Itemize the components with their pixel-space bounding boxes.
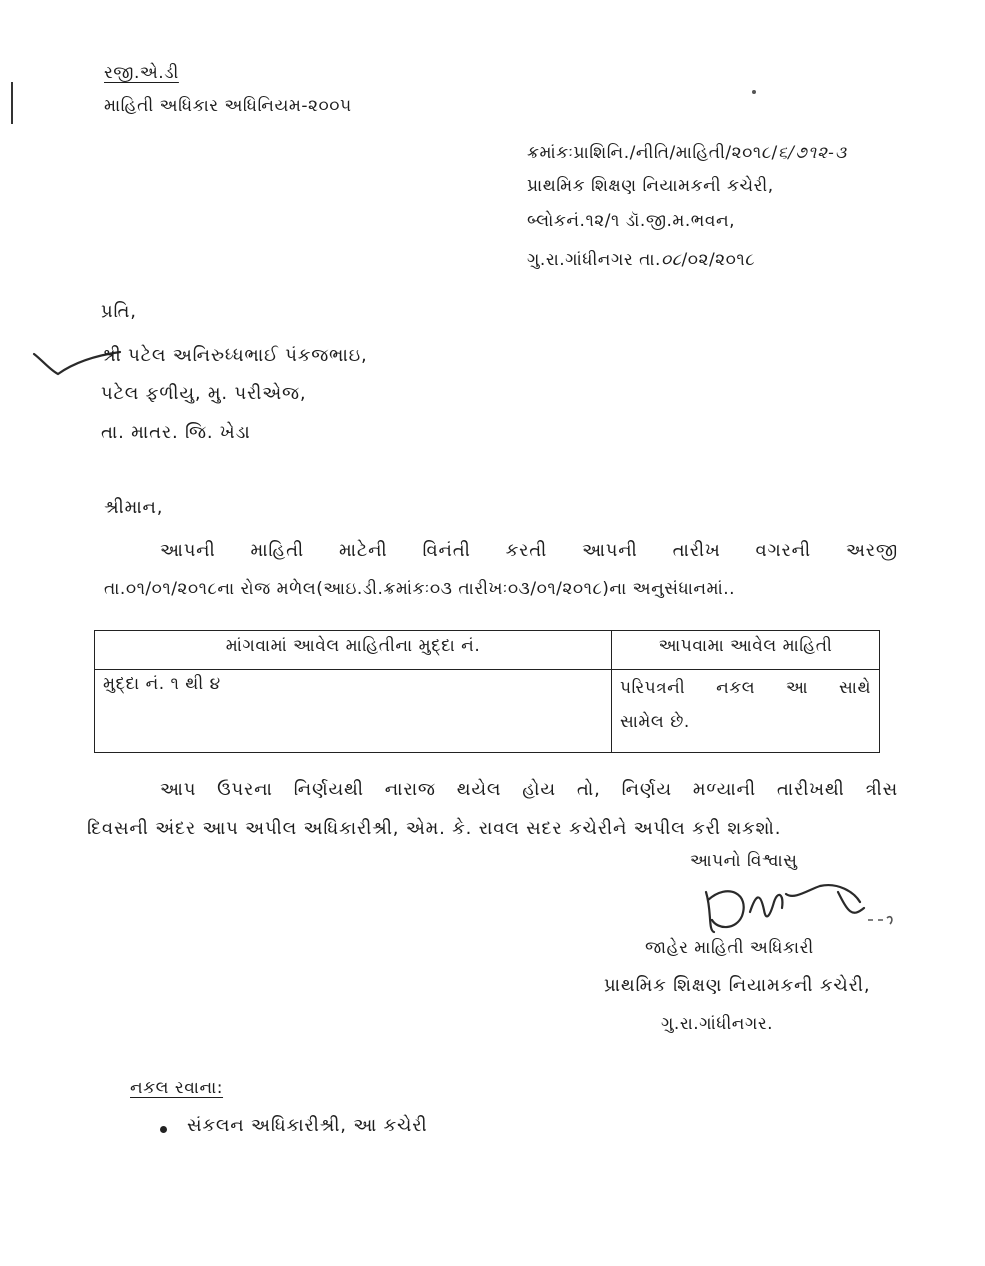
information-table bbox=[94, 630, 880, 753]
cell-info-line1: પરિપત્રની નકલ આ સાથે bbox=[620, 678, 871, 698]
cell-points: મુદ્દા નં. ૧ થી ૪ bbox=[95, 670, 612, 753]
letter-date bbox=[527, 250, 755, 270]
sender-block: બ્લોકનં.૧૨/૧ ડૉ.જી.મ.ભવન, bbox=[527, 211, 736, 231]
rti-act-label: માહિતી અધિકાર અધિનિયમ-૨૦૦૫ bbox=[104, 96, 352, 116]
copy-to-heading: નકલ રવાના: bbox=[130, 1078, 224, 1098]
margin-mark bbox=[11, 82, 13, 124]
cell-info-line2: સામેલ છે. bbox=[620, 712, 690, 732]
closing-yours-faithfully: આપનો વિશ્વાસુ bbox=[690, 851, 798, 871]
sender-office: પ્રાથમિક શિક્ષણ નિયામકની કચેરી, bbox=[527, 176, 774, 196]
col-header-points: માંગવામાં આવેલ માહિતીના મુદ્દા નં. bbox=[95, 631, 612, 670]
recipient-address-line2: તા. માતર. જિ. ખેડા bbox=[101, 422, 251, 443]
designation: જાહેર માહિતી અધિકારી bbox=[645, 938, 814, 958]
reference-number-printed: ક્રમાંકઃપ્રાશિનિ./નીતિ/માહિતી/૨૦૧૮/ bbox=[527, 143, 778, 163]
table-row bbox=[95, 670, 880, 753]
appeal-line-1: આપ ઉપરના નિર્ણયથી નારાજ થયેલ હોય તો, નિર્ણય મળ્યાની તારીખથી ત્રીસ bbox=[160, 779, 898, 800]
recipient-address-line1: પટેલ ફળીયુ, મુ. પરીએજ, bbox=[101, 383, 307, 404]
speck-mark bbox=[752, 90, 756, 94]
col-header-info-given: આપવામા આવેલ માહિતી bbox=[612, 631, 880, 670]
reference-number bbox=[527, 143, 847, 163]
prati-label: પ્રતિ, bbox=[101, 301, 137, 322]
salutation: શ્રીમાન, bbox=[104, 497, 164, 518]
closing-city: ગુ.રા.ગાંધીનગર. bbox=[661, 1014, 774, 1034]
letter-date-handwritten: ૦૮ bbox=[660, 250, 682, 270]
table-header-row bbox=[95, 631, 880, 670]
registered-ad-label: રજી.એ.ડી bbox=[104, 63, 179, 83]
closing-office: પ્રાથમિક શિક્ષણ નિયામકની કચેરી, bbox=[604, 975, 871, 996]
intro-line-1: આપની માહિતી માટેની વિનંતી કરતી આપની તારીખ વગરની અરજી bbox=[160, 540, 898, 561]
cell-info-given bbox=[612, 670, 880, 753]
copy-to-item: સંકલન અધિકારીશ્રી, આ કચેરી bbox=[187, 1115, 428, 1136]
recipient-name: શ્રી પટેલ અનિરુધ્ધભાઈ પંકજભાઇ, bbox=[101, 345, 368, 366]
signature-icon bbox=[698, 872, 898, 942]
reference-number-handwritten: ૬/૭૧૨-૩ bbox=[777, 143, 848, 163]
intro-line-2: તા.૦૧/૦૧/૨૦૧૮ના રોજ મળેલ(આઇ.ડી.ક્રમાંકઃ૦૩ તારીખઃ૦૩/૦૧/૨૦૧૮)ના અનુસંધાનમાં.. bbox=[104, 579, 736, 599]
letter-date-rest: /૦૨/૨૦૧૮ bbox=[681, 250, 756, 270]
letter-date-city: ગુ.રા.ગાંધીનગર તા. bbox=[527, 250, 661, 270]
appeal-line-2: દિવસની અંદર આપ અપીલ અધિકારીશ્રી, એમ. કે. રાવલ સદર કચેરીને અપીલ કરી શકશો. bbox=[87, 818, 782, 839]
bullet-icon bbox=[160, 1126, 167, 1133]
